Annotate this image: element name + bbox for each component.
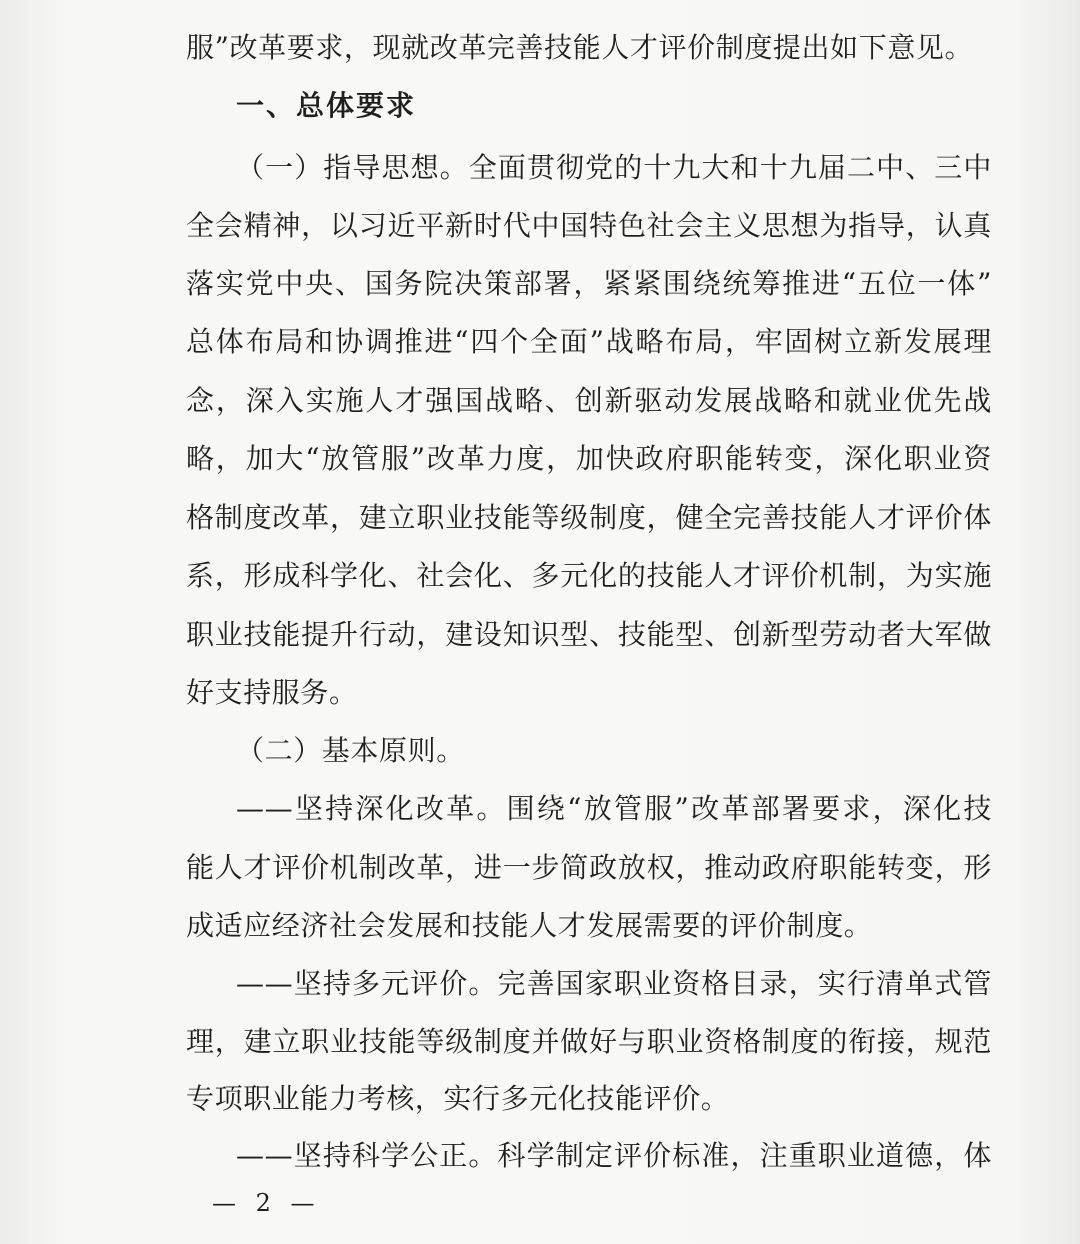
text-line: 能人才评价机制改革，进一步简政放权，推动政府职能转变，形 xyxy=(186,851,992,884)
text-line: 念，深入实施人才强国战略、创新驱动发展战略和就业优先战 xyxy=(186,384,992,417)
text-line: 服”改革要求，现就改革完善技能人才评价制度提出如下意见。 xyxy=(186,31,974,64)
text-line: 理，建立职业技能等级制度并做好与职业资格制度的衔接，规范 xyxy=(186,1025,992,1058)
text-line: 职业技能提升行动，建设知识型、技能型、创新型劳动者大军做 xyxy=(186,618,992,651)
text-line: 成适应经济社会发展和技能人才发展需要的评价制度。 xyxy=(186,909,873,942)
text-line: 系，形成科学化、社会化、多元化的技能人才评价机制，为实施 xyxy=(186,559,992,592)
page-number: — 2 — xyxy=(212,1189,321,1217)
text-line: 略，加大“放管服”改革力度，加快政府职能转变，深化职业资 xyxy=(186,442,992,475)
text-line: （一）指导思想。全面贯彻党的十九大和十九届二中、三中 xyxy=(236,151,992,184)
text-line: ——坚持科学公正。科学制定评价标准，注重职业道德，体 xyxy=(236,1139,992,1172)
text-line: ——坚持深化改革。围绕“放管服”改革部署要求，深化技 xyxy=(236,792,992,825)
subsection-heading: （二）基本原则。 xyxy=(236,734,465,767)
text-line: 格制度改革，建立职业技能等级制度，健全完善技能人才评价体 xyxy=(186,501,992,534)
text-line: 专项职业能力考核，实行多元化技能评价。 xyxy=(186,1082,730,1115)
text-line: 落实党中央、国务院决策部署，紧紧围绕统筹推进“五位一体” xyxy=(186,267,992,300)
text-line: ——坚持多元评价。完善国家职业资格目录，实行清单式管 xyxy=(236,967,992,1000)
text-line: 总体布局和协调推进“四个全面”战略布局，牢固树立新发展理 xyxy=(186,325,992,358)
text-line: 好支持服务。 xyxy=(186,676,358,709)
section-heading: 一、总体要求 xyxy=(236,89,417,122)
text-line: 全会精神，以习近平新时代中国特色社会主义思想为指导，认真 xyxy=(186,209,992,242)
